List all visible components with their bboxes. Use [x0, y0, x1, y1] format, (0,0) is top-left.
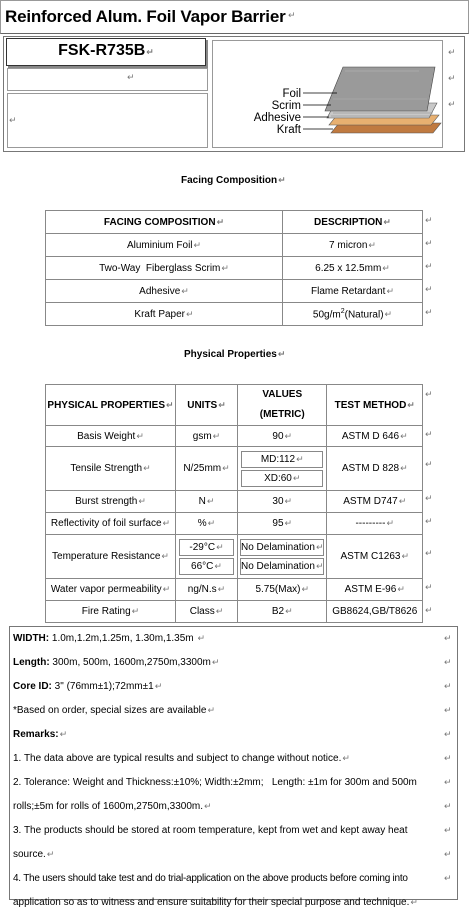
facing-table [45, 210, 423, 326]
paragraph-mark: ↵ [288, 11, 296, 21]
table-row: Aluminium Foil↵ 7 micron↵ [46, 234, 423, 257]
table-row: Fire Rating↵ Class↵ B2↵ GB8624,GB/T8626 [46, 601, 423, 623]
remark-3: 3. The products should be stored at room temperature, kept from wet and kept away heat [13, 825, 408, 836]
table-header-row [46, 211, 423, 234]
facing-heading: Facing Composition↵ [181, 175, 286, 186]
table-row: Burst strength↵ N↵ 30↵ ASTM D747↵ [46, 491, 423, 513]
table-row: Temperature Resistance↵ -29°C↵ 66°C↵ No Delamination↵ No Delamination↵ ASTM C1263↵ [46, 535, 423, 579]
remark-2-cont: rolls;±5m for rolls of 1600m,2750m,3300m.↵ [13, 801, 212, 812]
column-header: UNITS↵ [176, 385, 238, 426]
table-row: Tensile Strength↵ N/25mm↵ MD:112↵ XD:60↵ ASTM D 828↵ [46, 447, 423, 491]
remark-4-cont: application so as to witness and ensure suitability for their special purpose and technique.↵ [13, 897, 418, 908]
special-sizes-line: *Based on order, special sizes are available↵ [13, 705, 215, 716]
model-box: FSK-R735B↵ [6, 38, 206, 66]
blank-cell-2: ↵ [7, 93, 208, 148]
layer-labels [249, 88, 301, 136]
table-row: Kraft Paper↵ $50g/m^2(Natural)↵$ [46, 303, 423, 326]
remark-1: 1. The data above are typical results and subject to change without notice.↵ [13, 753, 350, 764]
layer-diagram-box [212, 40, 443, 148]
table-header-row [46, 385, 423, 426]
layer-label-foil: Foil [282, 88, 301, 100]
table-row: Water vapor permeability↵ ng/N.s↵ 5.75(Max)↵ ASTM E-96↵ [46, 579, 423, 601]
layer-label-scrim: Scrim [271, 100, 301, 112]
length-line: Length: 300m, 500m, 1600m,2750m,3300m↵ [13, 657, 220, 668]
physical-properties-table [45, 384, 423, 623]
table-row: Two-Way Fiberglass Scrim↵ 6.25 x 12.5mm↵ [46, 257, 423, 280]
table-row: Reflectivity of foil surface↵ %↵ 95↵ ---------↵ [46, 513, 423, 535]
title-bar [0, 0, 469, 34]
physical-heading: Physical Properties↵ [184, 349, 286, 360]
page-title: Reinforced Alum. Foil Vapor Barrier [5, 7, 286, 26]
layer-label-adhesive: Adhesive [253, 112, 301, 124]
remark-2: 2. Tolerance: Weight and Thickness:±10%; Width:±2mm; Length: ±1m for 300m and 500m [13, 777, 417, 788]
table-row: Basis Weight↵ gsm↵ 90↵ ASTM D 646↵ [46, 426, 423, 447]
column-header: DESCRIPTION↵ [283, 211, 423, 234]
layer-label-kraft: Kraft [276, 124, 301, 136]
foil-layer [325, 67, 435, 111]
blank-cell-1: ↵ [7, 68, 208, 91]
remark-3-cont: source.↵ [13, 849, 55, 860]
column-header: PHYSICAL PROPERTIES↵ [46, 385, 176, 426]
column-header: FACING COMPOSITION↵ [46, 211, 283, 234]
core-line: Core ID: 3" (76mm±1);72mm±1↵ [13, 681, 163, 692]
specs-notes-box: WIDTH: 1.0m,1.2m,1.25m, 1.30m,1.35m ↵ Length: 300m, 500m, 1600m,2750m,3300m↵ Core ID: 3" (76mm±1);72mm±1↵ *Based on order, special sizes are available↵ Remarks:↵ 1. The data above are typical results and subject to change without notice.↵ 2. Tolerance: Weight and Thickness:±10%; Width:±2mm; Length: ±1m for 300m and 500m rolls;±5m for rolls of 1600m,2750m,3300m.↵ 3. The products should be stored at room temperature, kept from wet and kept away heat source.↵ 4. The users should take test and do trial-application on the above products before coming into application so as to witness and ensure suitability for their special purpose and technique.↵ ↵ ↵ ↵ ↵ ↵ ↵ ↵ ↵ ↵ ↵ ↵ [9, 626, 458, 900]
model-number: FSK-R735B [58, 42, 146, 59]
remarks-heading: Remarks:↵ [13, 729, 68, 740]
column-header: TEST METHOD↵ [327, 385, 423, 426]
remark-4: 4. The users should take test and do trial-application on the above products before coming into [13, 873, 408, 884]
layer-diagram [213, 41, 442, 147]
column-header: VALUES (METRIC) [238, 385, 327, 426]
width-line: WIDTH: 1.0m,1.2m,1.25m, 1.30m,1.35m ↵ [13, 633, 206, 644]
table-row: Adhesive↵ Flame Retardant↵ [46, 280, 423, 303]
